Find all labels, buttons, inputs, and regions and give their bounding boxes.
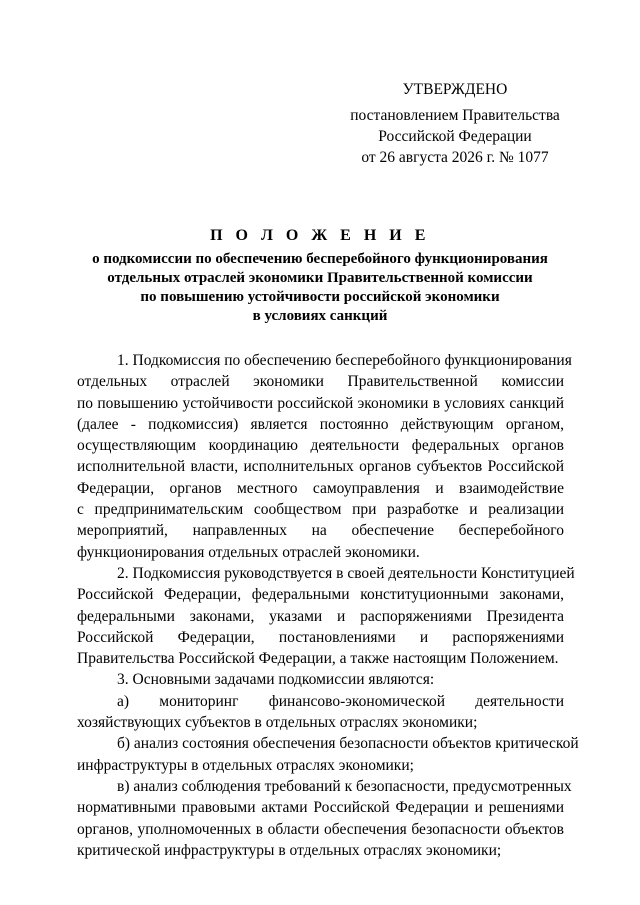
body-line: 3. Основными задачами подкомиссии являются: [117, 671, 435, 689]
approval-stamp [335, 79, 575, 168]
body-line: органов, уполномоченных в области обеспечения безопасности объектов [77, 820, 564, 838]
body-line: инфраструктуры в отдельных отраслях экономики; [77, 756, 414, 774]
body-line: 1. Подкомиссия по обеспечению бесперебойного функционирования [117, 352, 572, 369]
body-line: по повышению устойчивости российской экономики в условиях санкций [77, 394, 564, 412]
body-line: отдельных отраслей экономики Правительственной комиссии [77, 373, 564, 391]
body-line: мероприятий, направленных на обеспечение бесперебойного [77, 522, 564, 540]
body-line: (далее - подкомиссия) является постоянно действующим органом, [77, 415, 564, 433]
approval-heading: УТВЕРЖДЕНО [402, 81, 508, 98]
body-line: Российской Федерации, федеральными конституционными законами, [77, 586, 564, 604]
document-subtitle-line: отдельных отраслей экономики Правительственной комиссии [107, 270, 533, 286]
body-line: в) анализ соблюдения требований к безопасности, предусмотренных [117, 777, 572, 795]
document-subtitle-line: о подкомиссии по обеспечению бесперебойного функционирования [92, 251, 548, 267]
document-title-block [70, 225, 570, 326]
body-line: 2. Подкомиссия руководствуется в своей деятельности Конституцией [117, 564, 575, 582]
document-subtitle-line: по повышению устойчивости российской экономики [140, 289, 500, 305]
document-subtitle-line: в условиях санкций [252, 308, 388, 324]
body-line: а) мониторинг финансово-экономической деятельности [117, 692, 564, 710]
body-line: нормативными правовыми актами Российской Федерации и решениями [77, 799, 564, 817]
body-line: хозяйствующих субъектов в отдельных отраслях экономики; [77, 714, 478, 732]
document-body [77, 350, 579, 861]
approval-line: Российской Федерации [378, 128, 532, 145]
body-line: Федерации, органов местного самоуправления и взаимодействие [77, 479, 564, 497]
approval-line: от 26 августа 2026 г. № 1077 [361, 149, 549, 166]
approval-line: постановлением Правительства [350, 107, 560, 124]
body-line: с предпринимательским сообществом при разработке и реализации [77, 501, 564, 519]
body-line: критической инфраструктуры в отдельных отраслях экономики; [77, 841, 502, 859]
body-line: исполнительной власти, исполнительных органов субъектов Российской [77, 458, 564, 476]
body-line: Правительства Российской Федерации, а также настоящим Положением. [77, 650, 559, 668]
body-line: федеральными законами, указами и распоряжениями Президента [77, 607, 564, 625]
body-line: осуществляющим координацию деятельности федеральных органов [77, 437, 564, 455]
body-line: функционирования отдельных отраслей экономики. [77, 543, 420, 561]
body-line: б) анализ состояния обеспечения безопасности объектов критической [117, 735, 579, 753]
document-title: П О Л О Ж Е Н И Е [210, 227, 430, 244]
body-line: Российской Федерации, постановлениями и распоряжениями [77, 628, 564, 646]
